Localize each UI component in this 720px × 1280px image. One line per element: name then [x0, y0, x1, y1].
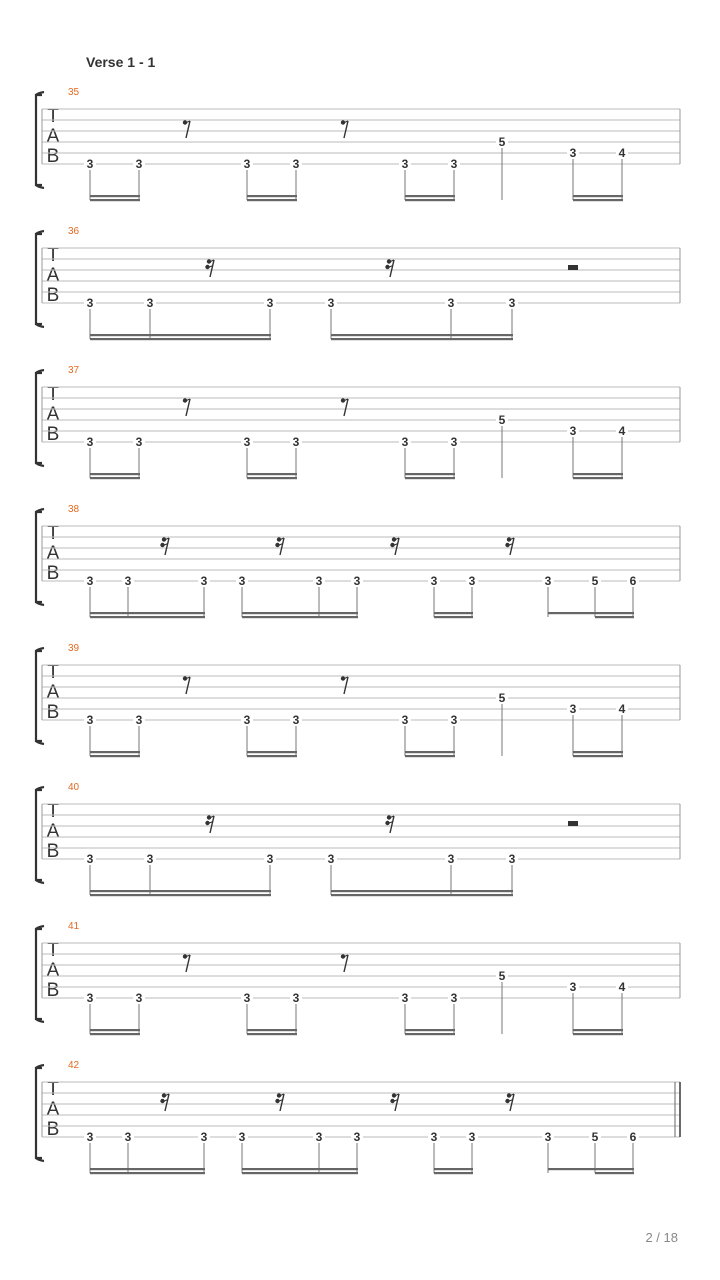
staff-svg [0, 651, 720, 783]
fret-number[interactable]: 3 [447, 852, 455, 866]
fret-number[interactable]: 4 [618, 146, 626, 160]
bar-number: 38 [68, 504, 80, 515]
tab-clef-letter: B [46, 1119, 60, 1140]
tab-clef-letter: B [46, 424, 60, 445]
sixteenth-rest [205, 259, 214, 277]
tab-clef-letter: B [46, 146, 60, 167]
eighth-rest [183, 398, 190, 416]
fret-number[interactable]: 3 [135, 713, 143, 727]
fret-number[interactable]: 3 [292, 713, 300, 727]
bar-number: 36 [68, 226, 80, 237]
fret-number[interactable]: 5 [498, 413, 506, 427]
fret-number[interactable]: 3 [292, 435, 300, 449]
beam-secondary [595, 1172, 634, 1174]
fret-number[interactable]: 3 [569, 146, 577, 160]
beam-secondary [573, 199, 623, 201]
beam-primary [242, 1168, 358, 1170]
beam-secondary [405, 755, 455, 757]
tab-system [0, 504, 720, 644]
tab-clef-letter: T [47, 384, 59, 405]
fret-number[interactable]: 3 [292, 991, 300, 1005]
fret-number[interactable]: 4 [618, 980, 626, 994]
sixteenth-rest [385, 815, 394, 833]
system-bracket [36, 231, 44, 327]
sixteenth-rest [390, 537, 399, 555]
beam-primary [405, 1029, 455, 1031]
beam-secondary [247, 199, 297, 201]
beam-primary [548, 612, 634, 614]
beam-secondary [434, 616, 473, 618]
system-bracket [36, 787, 44, 883]
beam-primary [434, 612, 473, 614]
beam-secondary [90, 1033, 140, 1035]
tab-clef-letter: T [47, 1079, 59, 1100]
staff-svg [0, 1068, 720, 1200]
beam-primary [90, 751, 140, 753]
beam-primary [90, 1029, 140, 1031]
tab-system [0, 921, 720, 1061]
fret-number[interactable]: 3 [135, 157, 143, 171]
sixteenth-rest [390, 1093, 399, 1111]
bar-number: 35 [68, 87, 80, 98]
fret-number[interactable]: 3 [86, 435, 94, 449]
fret-number[interactable]: 3 [544, 1130, 552, 1144]
beam-primary [247, 473, 297, 475]
fret-number[interactable]: 3 [327, 296, 335, 310]
fret-number[interactable]: 5 [498, 969, 506, 983]
sixteenth-rest [505, 537, 514, 555]
tab-clef-letter: A [46, 821, 60, 842]
tab-clef-letter: T [47, 523, 59, 544]
fret-number[interactable]: 3 [450, 991, 458, 1005]
fret-number[interactable]: 3 [86, 713, 94, 727]
fret-number[interactable]: 3 [450, 435, 458, 449]
beam-primary [573, 473, 623, 475]
eighth-rest [341, 120, 348, 138]
fret-number[interactable]: 5 [591, 1130, 599, 1144]
section-title: Verse 1 - 1 [86, 54, 156, 70]
fret-number[interactable]: 3 [401, 157, 409, 171]
eighth-rest [341, 398, 348, 416]
fret-number[interactable]: 3 [569, 424, 577, 438]
fret-number[interactable]: 3 [508, 852, 516, 866]
system-bracket [36, 648, 44, 744]
fret-number[interactable]: 4 [618, 702, 626, 716]
fret-number[interactable]: 3 [146, 852, 154, 866]
tab-clef-letter: B [46, 841, 60, 862]
system-bracket [36, 509, 44, 605]
staff-svg [0, 790, 720, 922]
staff-svg [0, 373, 720, 505]
fret-number[interactable]: 6 [629, 574, 637, 588]
staff-svg [0, 234, 720, 366]
beam-secondary [90, 338, 271, 340]
beam-secondary [247, 477, 297, 479]
fret-number[interactable]: 3 [86, 1130, 94, 1144]
fret-number[interactable]: 3 [292, 157, 300, 171]
fret-number[interactable]: 3 [86, 991, 94, 1005]
tab-clef-letter: B [46, 980, 60, 1001]
fret-number[interactable]: 5 [498, 691, 506, 705]
fret-number[interactable]: 3 [353, 1130, 361, 1144]
beam-secondary [331, 894, 513, 896]
beam-secondary [90, 616, 205, 618]
sixteenth-rest [205, 815, 214, 833]
sixteenth-rest [160, 1093, 169, 1111]
beam-secondary [90, 199, 140, 201]
tab-clef-letter: B [46, 702, 60, 723]
fret-number[interactable]: 3 [86, 296, 94, 310]
fret-number[interactable]: 3 [315, 574, 323, 588]
tab-clef-letter: B [46, 285, 60, 306]
beam-primary [247, 751, 297, 753]
fret-number[interactable]: 3 [124, 574, 132, 588]
tab-system [0, 1060, 720, 1200]
beam-primary [573, 195, 623, 197]
beam-secondary [90, 477, 140, 479]
fret-number[interactable]: 3 [200, 1130, 208, 1144]
fret-number[interactable]: 3 [135, 435, 143, 449]
fret-number[interactable]: 3 [508, 296, 516, 310]
fret-number[interactable]: 4 [618, 424, 626, 438]
beam-primary [573, 751, 623, 753]
beam-secondary [573, 477, 623, 479]
bar-number: 41 [68, 921, 80, 932]
beam-secondary [405, 477, 455, 479]
bar-number: 37 [68, 365, 80, 376]
sixteenth-rest [275, 1093, 284, 1111]
sixteenth-rest [275, 537, 284, 555]
fret-number[interactable]: 3 [401, 713, 409, 727]
beam-secondary [573, 755, 623, 757]
half-rest [568, 821, 578, 826]
tab-clef-letter: T [47, 940, 59, 961]
tab-clef-letter: A [46, 126, 60, 147]
eighth-rest [183, 120, 190, 138]
fret-number[interactable]: 3 [544, 574, 552, 588]
beam-secondary [247, 1033, 297, 1035]
beam-primary [405, 473, 455, 475]
beam-secondary [405, 199, 455, 201]
fret-number[interactable]: 3 [430, 1130, 438, 1144]
fret-number[interactable]: 3 [200, 574, 208, 588]
eighth-rest [341, 954, 348, 972]
fret-number[interactable]: 3 [243, 713, 251, 727]
beam-secondary [331, 338, 513, 340]
fret-number[interactable]: 3 [569, 702, 577, 716]
beam-primary [90, 612, 205, 614]
fret-number[interactable]: 3 [238, 1130, 246, 1144]
fret-number[interactable]: 3 [468, 1130, 476, 1144]
system-bracket [36, 1065, 44, 1161]
sixteenth-rest [160, 537, 169, 555]
beam-secondary [90, 755, 140, 757]
beam-primary [242, 612, 358, 614]
tab-system [0, 87, 720, 227]
tab-clef-letter: T [47, 801, 59, 822]
eighth-rest [341, 676, 348, 694]
tab-clef-letter: A [46, 404, 60, 425]
eighth-rest [183, 954, 190, 972]
beam-primary [405, 195, 455, 197]
fret-number[interactable]: 3 [86, 157, 94, 171]
beam-primary [573, 1029, 623, 1031]
fret-number[interactable]: 3 [353, 574, 361, 588]
system-bracket [36, 92, 44, 188]
beam-primary [434, 1168, 473, 1170]
fret-number[interactable]: 3 [468, 574, 476, 588]
fret-number[interactable]: 3 [327, 852, 335, 866]
fret-number[interactable]: 5 [498, 135, 506, 149]
beam-secondary [242, 616, 358, 618]
fret-number[interactable]: 3 [243, 991, 251, 1005]
bar-number: 39 [68, 643, 80, 654]
staff-svg [0, 512, 720, 644]
beam-secondary [90, 894, 271, 896]
eighth-rest [183, 676, 190, 694]
fret-number[interactable]: 3 [135, 991, 143, 1005]
beam-secondary [90, 1172, 205, 1174]
bar-number: 42 [68, 1060, 80, 1071]
fret-number[interactable]: 3 [430, 574, 438, 588]
fret-number[interactable]: 3 [266, 296, 274, 310]
bar-number: 40 [68, 782, 80, 793]
fret-number[interactable]: 3 [124, 1130, 132, 1144]
tab-clef-letter: A [46, 1099, 60, 1120]
fret-number[interactable]: 3 [243, 435, 251, 449]
tab-clef-letter: A [46, 960, 60, 981]
tab-clef-letter: B [46, 563, 60, 584]
fret-number[interactable]: 3 [569, 980, 577, 994]
beam-secondary [434, 1172, 473, 1174]
fret-number[interactable]: 6 [629, 1130, 637, 1144]
beam-primary [405, 751, 455, 753]
fret-number[interactable]: 3 [401, 991, 409, 1005]
fret-number[interactable]: 3 [146, 296, 154, 310]
tab-clef-letter: T [47, 245, 59, 266]
beam-primary [548, 1168, 634, 1170]
beam-primary [90, 334, 271, 336]
sixteenth-rest [505, 1093, 514, 1111]
tab-clef-letter: T [47, 662, 59, 683]
beam-primary [331, 334, 513, 336]
fret-number[interactable]: 3 [315, 1130, 323, 1144]
beam-primary [90, 195, 140, 197]
beam-primary [90, 1168, 205, 1170]
beam-secondary [242, 1172, 358, 1174]
fret-number[interactable]: 3 [86, 574, 94, 588]
beam-primary [90, 890, 271, 892]
sixteenth-rest [385, 259, 394, 277]
system-bracket [36, 370, 44, 466]
beam-primary [247, 1029, 297, 1031]
fret-number[interactable]: 3 [401, 435, 409, 449]
tab-clef-letter: A [46, 265, 60, 286]
system-bracket [36, 926, 44, 1022]
fret-number[interactable]: 5 [591, 574, 599, 588]
beam-secondary [405, 1033, 455, 1035]
fret-number[interactable]: 3 [447, 296, 455, 310]
beam-primary [247, 195, 297, 197]
page-number: 2 / 18 [645, 1230, 678, 1245]
half-rest [568, 265, 578, 270]
tab-clef-letter: A [46, 543, 60, 564]
tab-system [0, 782, 720, 922]
beam-secondary [595, 616, 634, 618]
beam-secondary [573, 1033, 623, 1035]
fret-number[interactable]: 3 [86, 852, 94, 866]
tab-system [0, 226, 720, 366]
beam-secondary [247, 755, 297, 757]
beam-primary [90, 473, 140, 475]
staff-svg [0, 95, 720, 227]
fret-number[interactable]: 3 [450, 713, 458, 727]
beam-primary [331, 890, 513, 892]
fret-number[interactable]: 3 [243, 157, 251, 171]
tab-system [0, 365, 720, 505]
tab-system [0, 643, 720, 783]
tab-clef-letter: A [46, 682, 60, 703]
fret-number[interactable]: 3 [238, 574, 246, 588]
fret-number[interactable]: 3 [450, 157, 458, 171]
tab-clef-letter: T [47, 106, 59, 127]
staff-svg [0, 929, 720, 1061]
fret-number[interactable]: 3 [266, 852, 274, 866]
